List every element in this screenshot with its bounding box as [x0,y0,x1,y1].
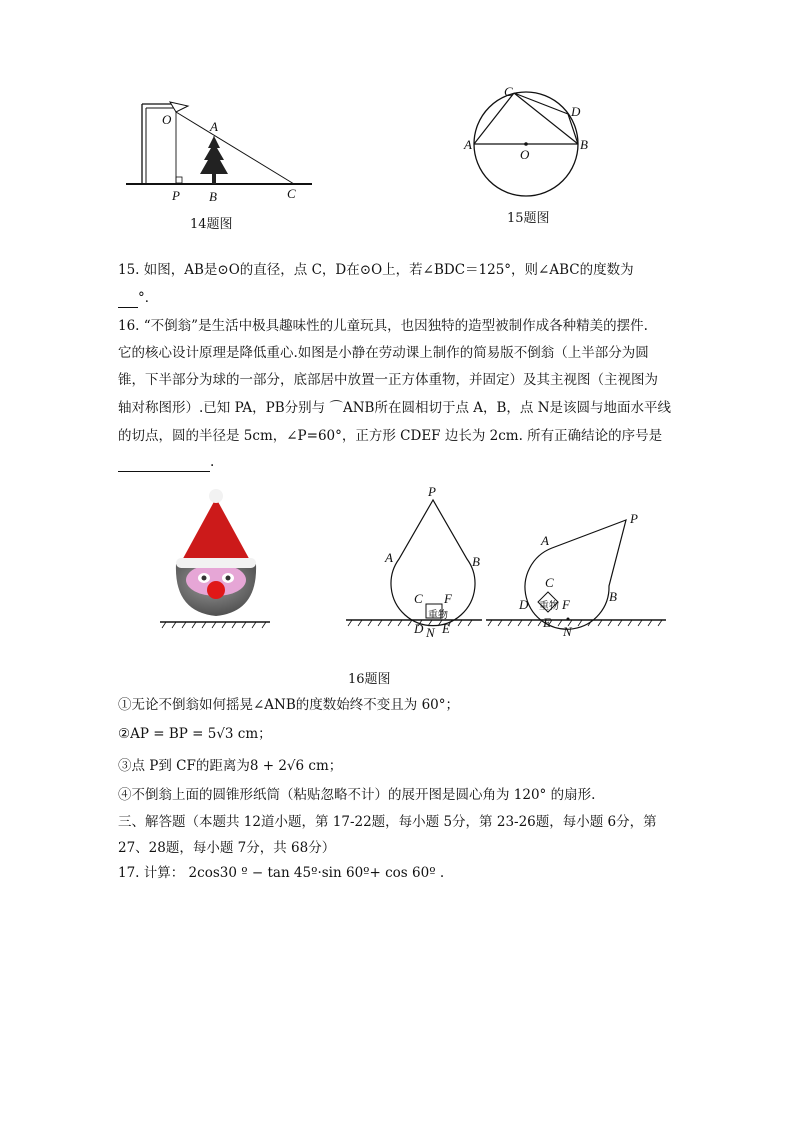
question-16-line4: 轴对称图形）.已知 PA，PB分别与 ⌒ANB所在圆相切于点 A，B，点 N是该圆与地面水平线 [118,400,672,416]
fig16-right-label-c: C [545,575,554,590]
question-16-end: . [210,454,215,470]
question-15-line2 [118,288,698,308]
fig16-left-label-p: P [428,484,436,499]
fig16-right-label-p: P [630,511,638,526]
question-15-line1: 15. 如图，AB是⊙O的直径，点 C，D在⊙O上，若∠BDC＝125°，则∠ABC的度数为 [118,262,634,278]
fig16-right-label-a: A [541,533,549,548]
fig16-right-label-d: D [519,597,529,612]
fig14-label-b: B [209,189,217,204]
fig15-caption: 15题图 [507,211,550,226]
fig16-left-label-b: B [472,554,480,569]
fig16-right-label-b: B [609,589,617,604]
question-16-line1: 16. “不倒翁”是生活中极具趣味性的儿童玩具，也因独特的造型被制作成各种精美的摆件. [118,318,648,334]
fig16-left-label-a: A [385,550,393,565]
fig15-label-b: B [580,137,588,152]
fig16-left-label-f: F [444,591,452,606]
fig16-right-label-e: E [543,615,551,630]
statement-4: ④不倒翁上面的圆锥形纸筒（粘贴忽略不计）的展开图是圆心角为 120° 的扇形. [118,787,596,803]
fig14-caption: 14题图 [190,217,233,232]
question-15-tail: °． [138,290,159,306]
tumbler-toy-illustration [158,484,274,634]
fig15-label-d: D [571,104,581,119]
fig14-label-c: C [287,186,296,201]
answer-blank-15 [118,295,138,308]
question-16-line5: 的切点，圆的半径是 5cm，∠P=60°，正方形 CDEF 边长为 2cm. 所有正确结论的序号是 [118,428,663,444]
answer-blank-16 [118,459,210,472]
question-16-line6 [118,452,698,472]
fig16-left-label-n: N [426,625,435,640]
fig16-right-weight-label: 重物 [539,601,559,612]
fig16-right-label-f: F [562,597,570,612]
fig14-label-p: P [172,188,180,203]
question-17: 17. 计算： 2cos30 º − tan 45º·sin 60º+ cos 60º . [118,865,445,881]
fig16-tilted-view [484,482,670,642]
question-16-line2: 它的核心设计原理是降低重心.如图是小静在劳动课上制作的简易版不倒翁（上半部分为圆 [118,345,649,361]
statement-1: ①无论不倒翁如何摇晃∠ANB的度数始终不变且为 60°； [118,697,460,713]
fig16-left-weight-label: 重物 [428,610,448,621]
section-3-heading-line2: 27、28题，每小题 7分，共 68分） [118,840,336,856]
fig15-label-c: C [504,84,513,99]
fig16-left-label-c: C [414,591,423,606]
figure-15 [460,80,600,210]
section-3-heading-line1: 三、解答题（本题共 12道小题，第 17-22题，每小题 5分，第 23-26题，每小题 6分，第 [118,814,657,830]
question-16-line3: 锥，下半部分为球的一部分，底部居中放置一正方体重物，并固定）及其主视图（主视图为 [118,372,658,388]
fig16-left-label-e: E [442,621,450,636]
fig14-label-o: O [162,112,172,127]
fig15-label-a: A [464,137,472,152]
fig14-label-a: A [210,119,218,134]
statement-2: ②AP = BP = 5√3 cm； [118,726,272,742]
fig15-label-o: O [520,147,530,162]
fig16-front-view [344,482,484,642]
fig16-left-label-d: D [414,621,424,636]
fig16-right-label-n: N [563,624,572,639]
statement-3: ③点 P到 CF的距离为8 + 2√6 cm； [118,758,343,774]
fig16-caption: 16题图 [348,672,391,687]
